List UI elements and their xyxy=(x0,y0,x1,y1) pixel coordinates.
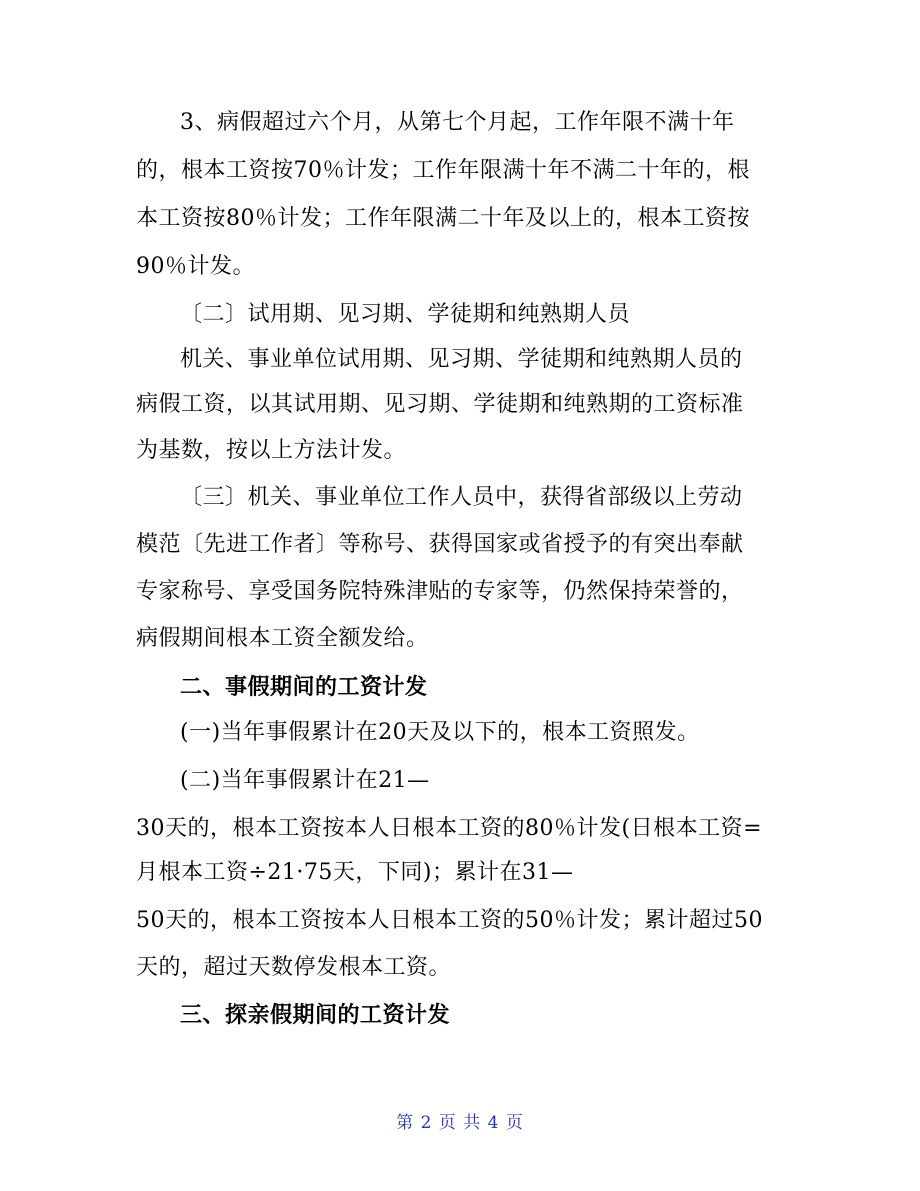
paragraph-line: 3、病假超过六个月，从第七个月起，工作年限不满十年 xyxy=(180,110,735,135)
paragraph-line: 病假期间根本工资全额发给。 xyxy=(136,626,429,651)
section-heading: 二、事假期间的工资计发 xyxy=(180,674,428,700)
paragraph-line: 30天的，根本工资按本人日根本工资的80％计发(日根本工资= xyxy=(136,816,763,841)
paragraph-line: 机关、事业单位试用期、见习期、学徒期和纯熟期人员的 xyxy=(180,347,743,372)
paragraph-line: (一)当年事假累计在20天及以下的，根本工资照发。 xyxy=(180,720,700,745)
paragraph-line: 模范〔先进工作者〕等称号、获得国家或省授予的有突出奉献 xyxy=(136,532,744,557)
paragraph-line: 〔三〕机关、事业单位工作人员中，获得省部级以上劳动 xyxy=(180,485,743,510)
paragraph-line: 的，根本工资按70％计发；工作年限满十年不满二十年的，根 xyxy=(136,158,750,183)
page-number-footer: 第 2 页 共 4 页 xyxy=(396,1113,524,1133)
paragraph-line: 天的，超过天数停发根本工资。 xyxy=(136,955,452,980)
paragraph-line: 50天的，根本工资按本人日根本工资的50％计发；累计超过50 xyxy=(136,908,763,933)
section-subheading: 〔二〕试用期、见习期、学徒期和纯熟期人员 xyxy=(180,302,631,327)
paragraph-line: 月根本工资÷21·75天，下同)；累计在31— xyxy=(136,860,574,885)
section-heading: 三、探亲假期间的工资计发 xyxy=(180,1002,451,1028)
paragraph-line: 病假工资，以其试用期、见习期、学徒期和纯熟期的工资标准 xyxy=(136,392,744,417)
paragraph-line: 专家称号、享受国务院特殊津贴的专家等，仍然保持荣誉的， xyxy=(136,579,744,604)
paragraph-line: (二)当年事假累计在21— xyxy=(180,768,430,793)
paragraph-line: 为基数，按以上方法计发。 xyxy=(136,438,407,463)
paragraph-line: 本工资按80％计发；工作年限满二十年及以上的，根本工资按 xyxy=(136,206,750,231)
paragraph-line: 90％计发。 xyxy=(136,254,255,279)
